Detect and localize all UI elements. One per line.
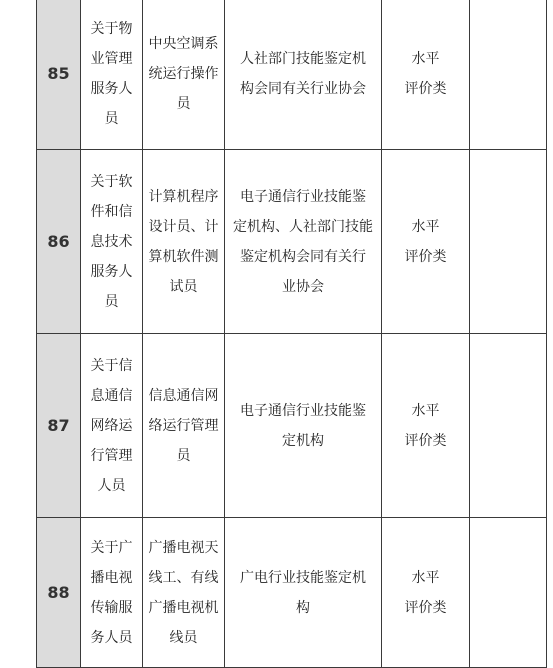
row-number: 85: [37, 0, 81, 150]
empty-cell: [470, 518, 547, 668]
row-number: 87: [37, 334, 81, 518]
occupation-cell: [143, 518, 225, 668]
table-row: [37, 334, 547, 518]
row-number: 88: [37, 518, 81, 668]
organization-name: 广电行业技能鉴定机 构: [240, 569, 366, 616]
occupation-name: 信息通信网 络运行管理 员: [148, 387, 219, 464]
occupation-cell: [143, 334, 225, 518]
qualification-table: [36, 0, 547, 668]
organization-name: 电子通信行业技能鉴 定机构、人社部门技能 鉴定机构会同有关行 业协会: [233, 188, 373, 295]
evaluation-type-cell: [382, 0, 470, 150]
document-title: 关于物 业管理 服务人 员: [90, 20, 133, 127]
table-row: [37, 0, 547, 150]
occupation-cell: [143, 150, 225, 334]
occupation-name: 中央空调系 统运行操作 员: [148, 35, 219, 112]
document-title: 关于信 息通信 网络运 行管理 人员: [90, 357, 133, 494]
document-cell: [81, 0, 143, 150]
occupation-name: 广播电视天 线工、有线 广播电视机 线员: [148, 539, 219, 646]
table-row: [37, 150, 547, 334]
occupation-cell: [143, 0, 225, 150]
organization-name: 电子通信行业技能鉴 定机构: [240, 402, 366, 449]
document-cell: [81, 518, 143, 668]
evaluation-type: 水平 评价类: [404, 218, 447, 265]
document-cell: [81, 334, 143, 518]
organization-cell: [225, 518, 382, 668]
evaluation-type-cell: [382, 150, 470, 334]
evaluation-type-cell: [382, 334, 470, 518]
empty-cell: [470, 150, 547, 334]
row-number: 86: [37, 150, 81, 334]
table-row: [37, 518, 547, 668]
evaluation-type: 水平 评价类: [404, 402, 447, 449]
evaluation-type-cell: [382, 518, 470, 668]
organization-cell: [225, 150, 382, 334]
organization-name: 人社部门技能鉴定机 构会同有关行业协会: [240, 50, 366, 97]
evaluation-type: 水平 评价类: [404, 569, 447, 616]
occupation-name: 计算机程序 设计员、计 算机软件测 试员: [148, 188, 219, 295]
document-cell: [81, 150, 143, 334]
document-title: 关于广 播电视 传输服 务人员: [90, 539, 133, 646]
empty-cell: [470, 0, 547, 150]
organization-cell: [225, 334, 382, 518]
organization-cell: [225, 0, 382, 150]
empty-cell: [470, 334, 547, 518]
document-title: 关于软 件和信 息技术 服务人 员: [90, 173, 133, 310]
evaluation-type: 水平 评价类: [404, 50, 447, 97]
